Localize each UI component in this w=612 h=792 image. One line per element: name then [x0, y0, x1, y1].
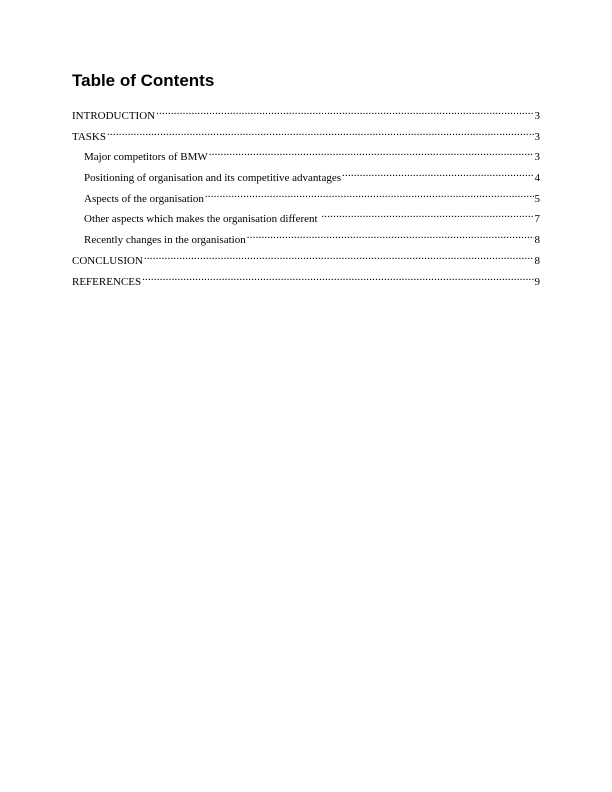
- toc-entry-label: INTRODUCTION: [72, 110, 156, 122]
- dot-leader: [142, 270, 533, 285]
- toc-entry-major-competitors[interactable]: [72, 145, 540, 166]
- dot-leader: [107, 125, 534, 140]
- toc-entry-page: 3: [534, 130, 540, 143]
- toc-entry-label: Aspects of the organisation: [84, 192, 204, 205]
- toc-entry-page: 3: [534, 110, 540, 122]
- toc-entry-tasks[interactable]: [72, 125, 540, 146]
- toc-entry-page: 4: [534, 172, 540, 185]
- toc-entry-page: 8: [534, 254, 540, 267]
- dot-leader: [321, 207, 533, 222]
- toc-list: [72, 104, 540, 290]
- toc-entry-recent-changes[interactable]: [72, 228, 540, 249]
- dot-leader: [209, 145, 534, 160]
- toc-entry-positioning[interactable]: [72, 166, 540, 187]
- toc-entry-conclusion[interactable]: [72, 249, 540, 270]
- toc-entry-label: CONCLUSION: [72, 254, 143, 267]
- toc-title: Table of Contents: [72, 71, 215, 90]
- toc-entry-label: Recently changes in the organisation: [84, 234, 246, 247]
- toc-entry-label: Major competitors of BMW: [84, 151, 208, 164]
- toc-entry-other-aspects[interactable]: [72, 207, 540, 228]
- toc-entry-references[interactable]: [72, 270, 540, 291]
- toc-entry-label: REFERENCES: [72, 275, 142, 288]
- dot-leader: [342, 166, 533, 181]
- toc-entry-label: Other aspects which makes the organisation different: [84, 213, 321, 226]
- toc-entry-introduction[interactable]: [72, 104, 540, 125]
- toc-entry-page: 5: [534, 192, 540, 205]
- toc-entry-aspects[interactable]: [72, 187, 540, 208]
- toc-entry-label: TASKS: [72, 130, 106, 143]
- dot-leader: [144, 249, 534, 264]
- toc-entry-page: 7: [534, 213, 540, 226]
- toc-entry-page: 9: [534, 275, 540, 288]
- dot-leader: [247, 228, 534, 243]
- dot-leader: [205, 187, 534, 202]
- toc-entry-label: Positioning of organisation and its competitive advantages: [84, 172, 342, 185]
- toc-entry-page: 8: [534, 234, 540, 247]
- toc-entry-page: 3: [534, 151, 540, 164]
- dot-leader: [156, 104, 533, 119]
